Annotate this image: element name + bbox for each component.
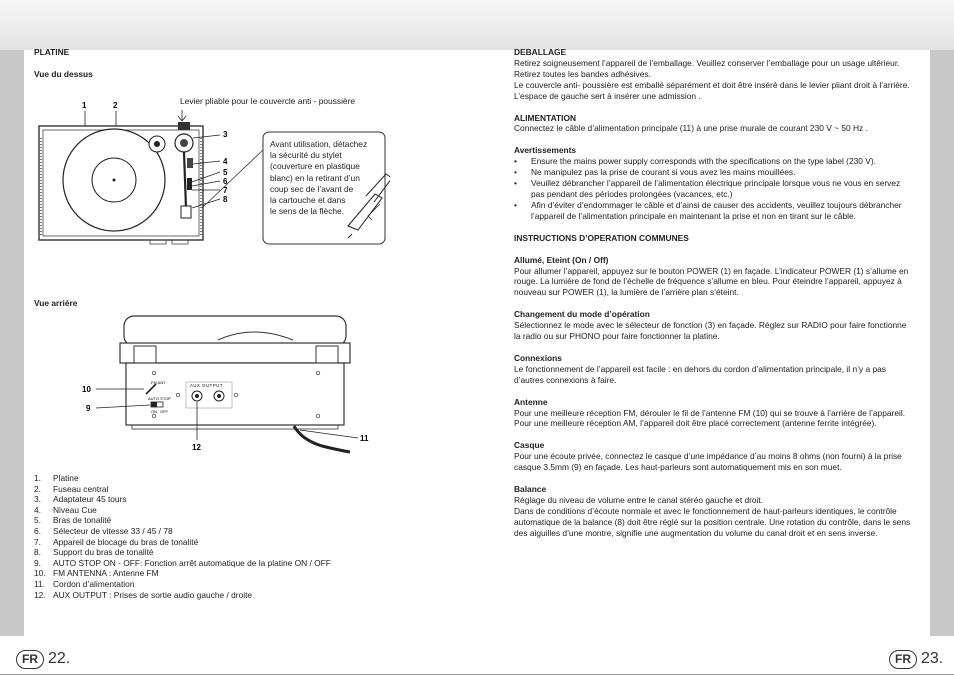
rear-view-title: Vue arrière xyxy=(34,298,78,308)
callout-number-4: 4 xyxy=(223,157,228,166)
page-number-right xyxy=(889,645,943,673)
callout-number-8: 8 xyxy=(223,195,228,204)
page-number: 22. xyxy=(48,650,71,667)
section-title: DEBALLAGE xyxy=(514,47,567,57)
callout-line: le sens de la flèche. xyxy=(270,206,345,217)
lever-label: Levier pliable pour le couvercle anti - poussière xyxy=(180,96,356,106)
auto-stop-on: ON xyxy=(151,409,157,414)
callout-line: la cartouche et dans xyxy=(270,195,346,206)
callout-number-5: 5 xyxy=(223,168,228,177)
right-column xyxy=(514,47,914,539)
paragraph: Le couvercle anti- poussière est emballé séparément et doit être inséré dans le levier pliant droit à l’arrière. L’espace de gauche sert à insérer une admission . xyxy=(514,79,910,101)
list-item: 6. Sélecteur de vitesse 33 / 45 / 78 xyxy=(34,525,173,536)
turntable-rear-diagram xyxy=(78,310,378,460)
language-badge: FR xyxy=(16,650,44,669)
paragraph: Pour une meilleure réception FM, dérouler le fil de l’antenne FM (10) qui se trouve à l’arrière de l’appareil. xyxy=(514,407,906,418)
callout-number-11: 11 xyxy=(360,434,369,443)
subsection-title: Changement du mode d’opération xyxy=(514,309,650,320)
page-number: 23. xyxy=(921,650,944,667)
subsection-title: Casque xyxy=(514,440,545,451)
top-view-title: Vue du dessus xyxy=(34,69,93,79)
paragraph: Réglage du niveau de volume entre le canal stéréo gauche et droit. xyxy=(514,495,764,505)
list-item: 7. Appareil de blocage du bras de tonalité xyxy=(34,536,199,547)
section-heading-platine: PLATINE xyxy=(34,47,70,57)
list-item: 1. Platine xyxy=(34,473,79,483)
callout-line: la sécurité du stylet xyxy=(270,150,342,161)
right-margin-bar xyxy=(930,50,954,636)
callout-line: (couverture en plastique xyxy=(270,161,360,172)
language-badge: FR xyxy=(889,650,917,669)
section-title: INSTRUCTIONS D’OPERATION COMMUNES xyxy=(514,232,689,243)
paragraph: Sélectionnez le mode avec le sélecteur de fonction (3) en façade. Réglez sur RADIO pour faire fonctionne la radio ou sur PHONO pour faire fonctionner la platine. xyxy=(514,320,907,342)
fm-ant-label: FM ANT xyxy=(151,380,166,385)
callout-line: coup sec de l’avant de xyxy=(270,183,354,194)
paragraph: Le fonctionnement de l’appareil est facile : en dehors du cordon d’alimentation principale, il n’y a pas d’autres connexions à faire. xyxy=(514,363,886,385)
subsection-title: Antenne xyxy=(514,396,548,407)
list-item: 4. Niveau Cue xyxy=(34,504,97,515)
paragraph: Retirez soigneusement l’appareil de l’emballage. Veuillez conserver l’emballage pour un usage ultérieur. Retirez toutes les bandes adhésives. xyxy=(514,57,900,79)
page-number-left xyxy=(16,645,70,673)
list-item: 9. AUTO STOP ON - OFF: Fonction arrêt automatique de la platine ON / OFF xyxy=(34,557,331,568)
paragraph: Dans de conditions d’écoute normale et avec le fonctionnement de haut-parleurs identiques, le contrôle automatique de la balance (8) doit être réglé sur la position centrale. Une rotation du contrôle, dans le sens des aiguilles d’une montre, signifie une augmentation du volume du canal droit et en sens inverse. xyxy=(514,505,911,538)
list-item: 10. FM ANTENNA : Antenne FM xyxy=(34,568,159,579)
aux-output-label: AUX OUTPUT xyxy=(190,383,223,388)
list-item: 5. Bras de tonalité xyxy=(34,515,112,526)
list-item: 8. Support du bras de tonalité xyxy=(34,547,154,558)
callout-number-2: 2 xyxy=(113,101,118,110)
auto-stop-off: OFF xyxy=(160,409,168,414)
list-item: 3. Adaptateur 45 tours xyxy=(34,494,127,505)
callout-text xyxy=(270,139,388,217)
subsection-title: Allumé, Eteint (On / Off) xyxy=(514,254,609,265)
subsection-title: Balance xyxy=(514,484,547,495)
list-item: 12. AUX OUTPUT : Prises de sortie audio gauche / droite xyxy=(34,589,253,600)
callout-number-10: 10 xyxy=(82,385,91,394)
warnings-list xyxy=(514,156,914,221)
list-item: • Ne manipulez pas la prise de courant si vous avez les mains mouillées. xyxy=(514,167,914,178)
section-title: ALIMENTATION xyxy=(514,112,577,123)
callout-number-12: 12 xyxy=(192,443,201,452)
paragraph: Connectez le câble d’alimentation principale (11) à une prise murale de courant 230 V ~ 50 Hz . xyxy=(514,123,868,134)
auto-stop-label: AUTO STOP xyxy=(148,396,171,401)
paragraph: Pour une meilleure réception AM, l’appareil doit être placé correctement (antenne ferrite intégrée). xyxy=(514,418,877,429)
list-item: • Veuillez débrancher l’appareil de l’alimentation électrique principale lorsque vous ne vous en servez pas pendant des périodes prolongées (vacances, etc.) xyxy=(514,178,914,200)
list-item: 2. Fuseau central xyxy=(34,483,109,494)
section-title: Avertissements xyxy=(514,145,577,156)
paragraph: Pour une écoute privée, connectez le casque d’une impédance d’au moins 8 ohms (non fourni) à la prise casque 3.5mm (9) en façade. Les haut-parleurs sont automatiquement mis en son muet. xyxy=(514,451,902,473)
callout-number-6: 6 xyxy=(223,177,228,186)
parts-list xyxy=(34,473,414,600)
subsection-title: Connexions xyxy=(514,352,562,363)
callout-number-7: 7 xyxy=(223,186,228,195)
list-item: • Ensure the mains power supply corresponds with the specifications on the type label (230 V). xyxy=(514,156,914,167)
callout-number-1: 1 xyxy=(82,101,87,110)
header-band xyxy=(0,0,954,50)
callout-number-3: 3 xyxy=(223,130,228,139)
list-item: • Afin d’éviter d’endommager le câble et d’ainsi de causer des accidents, veuillez toujours débrancher l’appareil de l’alimentation principale en maintenant la prise et non en tirant sur le câble. xyxy=(514,200,914,222)
callout-line: Avant utilisation, détachez xyxy=(270,139,368,149)
callout-line: blanc) en la retirant d’un xyxy=(270,172,360,183)
left-margin-bar xyxy=(0,50,24,636)
paragraph: Pour allumer l’appareil, appuyez sur le bouton POWER (1) en façade. L’indicateur POWER (1) s’allume en rouge. La lumière de fond de l’échelle de fréquence s’allume en bleu. Pour éteindre l’appareil, appuyez à nouveau sur POWER (1), la lumière de l’arrière plan s’éteint. xyxy=(514,265,909,298)
list-item: 11. Cordon d’alimentation xyxy=(34,578,135,589)
callout-number-9: 9 xyxy=(86,404,91,413)
